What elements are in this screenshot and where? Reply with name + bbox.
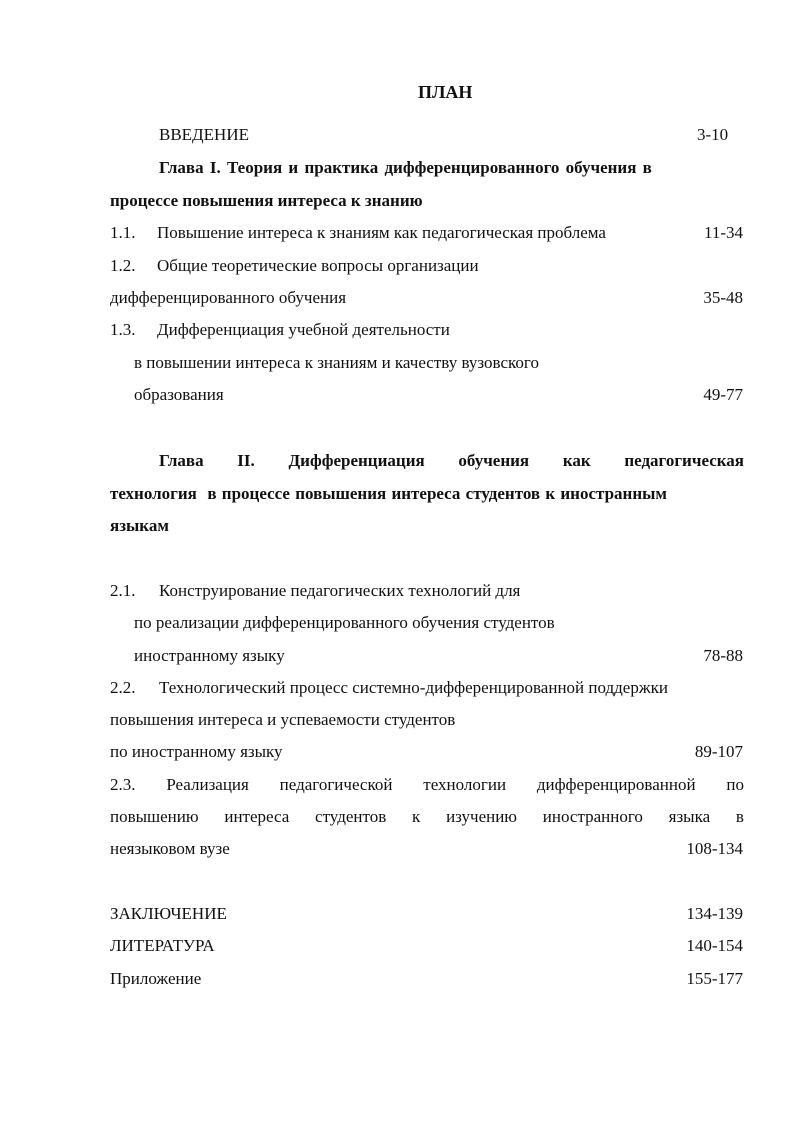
chapter2-heading-word: Дифференциация [288, 451, 425, 470]
chapter2-heading-word: обучения [458, 451, 530, 470]
chapter2-heading-line3: языкам [110, 516, 169, 535]
toc-1-3-title-line3: образования [134, 385, 224, 404]
toc-1-3-number: 1.3. [110, 320, 136, 339]
toc-1-2-number: 1.2. [110, 256, 136, 275]
toc-2-1-title-line3: иностранному языку [134, 646, 285, 665]
toc-2-3-word: технологии [423, 775, 507, 794]
toc-2-3-word: в [735, 807, 744, 826]
toc-intro-pages: 3-10 [697, 125, 729, 144]
toc-1-1-title: Повышение интереса к знаниям как педагогическая проблема [157, 223, 606, 242]
toc-1-2-title-line1: Общие теоретические вопросы организации [157, 256, 479, 275]
toc-2-1-title-line1: Конструирование педагогических технологий для [159, 581, 521, 600]
chapter2-heading-line1 [159, 450, 744, 472]
toc-2-3-pages: 108-134 [686, 839, 743, 858]
page-title: ПЛАН [418, 82, 473, 102]
chapter2-heading-word: педагогическая [624, 451, 744, 470]
toc-appendix-label: Приложение [110, 969, 202, 988]
toc-2-3-word: по [726, 775, 744, 794]
toc-2-3-word: дифференцированной [536, 775, 696, 794]
chapter1-heading-line2: процессе повышения интереса к знанию [110, 191, 423, 210]
toc-2-3-word: повышению [110, 807, 199, 826]
toc-2-3-word: студентов [315, 807, 387, 826]
toc-2-2-number: 2.2. [110, 678, 136, 697]
toc-2-3-title-line3: неязыковом вузе [110, 839, 230, 858]
toc-literature-pages: 140-154 [686, 936, 743, 955]
toc-1-2-title-line2: дифференцированного обучения [110, 288, 347, 307]
toc-appendix-pages: 155-177 [686, 969, 743, 988]
toc-1-3-pages: 49-77 [703, 385, 743, 404]
toc-2-3-word: 2.3. [110, 775, 136, 794]
toc-2-2-title-line3: по иностранному языку [110, 742, 283, 761]
toc-conclusion-pages: 134-139 [686, 904, 743, 923]
toc-2-2-title-line2: повышения интереса и успеваемости студентов [110, 710, 456, 729]
toc-conclusion-label: ЗАКЛЮЧЕНИЕ [110, 904, 227, 923]
chapter2-heading-word: II. [237, 451, 255, 470]
toc-2-3-word: интереса [224, 807, 290, 826]
toc-2-3-word: к [412, 807, 421, 826]
toc-2-3-word: педагогической [279, 775, 393, 794]
toc-1-3-title-line1: Дифференциация учебной деятельности [157, 320, 450, 339]
chapter2-heading-word: как [562, 451, 591, 470]
toc-intro-label: ВВЕДЕНИЕ [159, 125, 249, 144]
toc-2-3-word: языка [668, 807, 711, 826]
toc-2-1-number: 2.1. [110, 581, 136, 600]
toc-2-3-word: иностранного [542, 807, 643, 826]
toc-1-1-number: 1.1. [110, 223, 136, 242]
toc-literature-label: ЛИТЕРАТУРА [110, 936, 215, 955]
toc-2-3-line1 [110, 774, 744, 796]
toc-1-2-pages: 35-48 [703, 288, 743, 307]
toc-2-3-word: изучению [446, 807, 518, 826]
toc-1-3-title-line2: в повышении интереса к знаниям и качеству вузовского [134, 353, 539, 372]
chapter2-heading-line2: технология в процессе повышения интереса студентов к иностранным [110, 484, 667, 503]
chapter1-heading-line1: Глава I. Теория и практика дифференцированного обучения в [159, 158, 652, 177]
toc-2-3-line2 [110, 806, 744, 828]
toc-2-2-title-line1: Технологический процесс системно-дифференцированной поддержки [159, 678, 668, 697]
toc-2-1-title-line2: по реализации дифференцированного обучения студентов [134, 613, 555, 632]
toc-2-2-pages: 89-107 [694, 742, 743, 761]
chapter2-heading-word: Глава [159, 451, 204, 470]
toc-2-3-word: Реализация [166, 775, 249, 794]
toc-1-1-pages: 11-34 [703, 223, 743, 242]
toc-2-1-pages: 78-88 [703, 646, 743, 665]
